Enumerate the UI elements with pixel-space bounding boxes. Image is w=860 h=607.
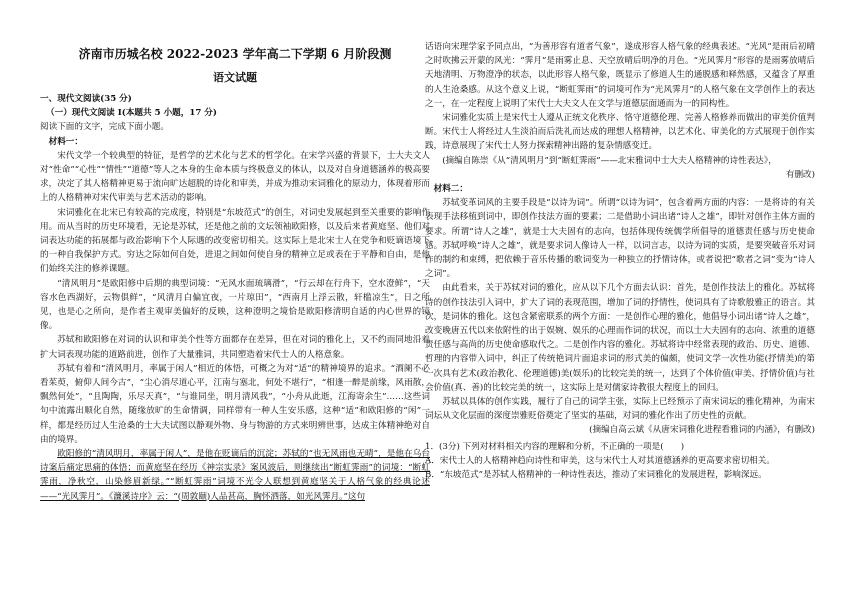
subsection-heading: （一）现代文阅读 I(本题共 5 小题，17 分) <box>46 108 217 119</box>
source-citation: (摘编自陈崇《从“清风明月”到“断虹霁雨”——北宋雅词中士大夫人格精神的诗性表达》， <box>442 155 777 166</box>
paragraph: 宋词雅化在北宋已有较高的完成度，特别是“东坡范式”的创生，对词史发展起到至关重要的影响作用。而从当时的历史环境看，无论是苏轼，还是他之前的文坛领袖欧阳修，以及后来者黄庭坚、他们对词表达功能的拓展都与政治影响下个人际遇的改变密切相关。这实际上是北宋士人在党争和贬谪语境下的一种自我保护方式。穷达之际如何自处，进退之间如何使自身的精神立足或表在于平静和自由，是他们始终关注的修养课题。 <box>40 207 430 275</box>
paragraph: 苏轼有着和“清风明月，率属于闲人”相近的体悟，可概之为对“适”的精神境界的追求。“酒阑不必看茱萸，俯仰人间今古”，“尘心消尽道心平，江南与塞北，何处不堪行”，“相逢一醉是前缘，风雨散，飘然何处”，“且陶陶，乐尽天真”，“与谁同坐，明月清风我”，“小舟从此逝，江海寄余生”……这些词句中流露出顺化自然，随缘放旷的生命情调，同样带有一种人生安乐感，这种“适”和欧阳修的“闲”一样，都是经历过人生沧桑的士大夫试图以静观外物、身与物游的方式来明辨世事，达成主体精神绝对自由的境界。 <box>40 363 430 445</box>
source-citation-end: 有删改) <box>785 169 815 180</box>
paragraph: “清风明月”是欧阳修中后期的典型词境：“无风水面琉璃滑”，“行云却在行舟下，空水澄鲜”，“天容水色西湖好，云物俱鲜”，“风清月白偏宜夜，一片琼田”，“西南月上浮云散，轩槛凉生”，日之所见，也是心之所向，是作者主观审美偏好的反映，这种澄明之境恰是欧阳修清明自适的内心世界的镜像。 <box>40 278 430 332</box>
paragraph: 话语向宋理学家予同点出，“为善形容有道者气象”，遂成形容人格气象的经典表述。“光风”是雨后初晴之时吹拂云开蒙的风光：“霁月”是雨雾止息、天空放晴后明净的月色。“光风霁月”形容的是雨雾放晴后天地清明、万物澄净的状态，以此形容人格气象，既显示了修道人生的通脱感和释然感，又蕴含了厚重的人生沧桑感。从这个意义上说，“断虹霁雨”的词境可作为“光风霁月”的人格气象在文学创作上的表达之一，在一定程度上说明了宋代士大夫文人在文学与道德层面通而为一的同构性。 <box>425 42 815 109</box>
paragraph: 宋词雅化实质上是宋代士人遵从正统文化秩序、恪守道德伦理、完善人格修养而做出的审美价值判断。宋代士人将经过人生淡泊而后洗礼而达成的理想人格精神，以艺术化、审美化的方式展现于创作实践，诗意展现了宋代士人努力探索精神出路的复杂情感变迁。 <box>425 113 815 152</box>
underlined-paragraph: 欧阳修的“清风明月，率属于闲人”，是他在贬谪后的沉淀；苏轼的“也无风雨也无晴”，是他在乌台诗案后痛定思痛的体悟；而黄庭坚在经历《神宗实录》案风波后，则继续出“断虹霁雨”的词境：“断虹霁雨，净秋空，山染修眉新绿。”“断虹霁雨”词境不光令人联想到黄庭坚关于人格气象的经典论述——“光风霁月”。《濂溪诗序》云：“(周敦颐)人品甚高，胸怀洒落，如光风霁月。”这句 <box>40 449 430 502</box>
paragraph: 苏轼和欧阳修在对词的认识和审美个性等方面都存在差异，但在对词的雅化上，又不约而同地沿着扩大词表现功能的道路前进，创作了大量雅词，共同塑造着宋代士人的人格意象。 <box>40 335 430 360</box>
paragraph: 由此看来，关于苏轼对词的雅化，应从以下几个方面去认识：首先，是创作技法上的雅化。苏轼将诗的创作技法引入词中，扩大了词的表现范围，增加了词的抒情性，使词具有了诗歌般雅正的语言。其次，是词体的雅化。这包含紧密联系的两个方面：一是创作心理的雅化，他倡导小词出诸“诗人之雄”，改变晚唐五代以来依附性的出于娱婉、娱乐的心理而作词的状况，而以士大夫固有的志向、浓重的道德责任感与高尚的历史使命感取代之。二是创作内容的雅化。苏轼将诗中经常表现的政治、历史、道德、哲理的内容带入词中，纠正了传统艳词片面追求词的形式美的偏颇，使词文学一次性功能(抒情美)的第一次具有艺术(政治教化、伦理道德)美(娱乐)的比较完美的统一，达到了个体价值(审美、抒情价值)与社会价值(真、善)的比较完美的统一，这实际上是对儒家诗教很大程度上的回归。 <box>425 283 815 393</box>
right-column <box>425 40 815 482</box>
paragraph: 苏轼以具体的创作实践，履行了自己的词学主张，实际上已经预示了南宋词坛的雅化精神，为南宋词坛从文化层面的深度崇雅贬俗奠定了坚实的基础，对词的雅化作出了历史性的贡献。 <box>425 397 815 422</box>
instruction-text: 阅读下面的文字，完成下面小题。 <box>40 122 169 133</box>
option-a: A．宋代士人的人格精神趋向诗性和审美，这与宋代士人对其道德涵养的更高要求密切相关。 <box>425 455 775 466</box>
paragraph: 苏轼变革词风的主要手段是“以诗为词”。所谓“以诗为词”，包含着两方面的内容：一是将诗的有关表现手法移植到词中，即创作技法方面的要素；二是借助小词出诸“诗人之雄”，即针对创作主体方面的要求。所谓“诗人之雄”，就是士大夫固有的志向，包括体现传统儒学所倡导的道德责任感与历史使命感。苏轼呼唤“诗人之雄”，就是要求词人像诗人一样，以词言志，以诗为词的实质，是要突破音乐对词作的制约和束缚，把依赖于音乐传播的歌词变为一种独立的抒情诗体，或者说把“歌者之词”变为“诗人之词”。 <box>425 198 815 280</box>
question-1: 1．(3分) 下列对材料相关内容的理解和分析，不正确的一项是( ) <box>425 441 685 452</box>
paragraph: 宋代文学一个较典型的特征，是哲学的艺术化与艺术的哲学化。在宋学兴盛的背景下，士大夫文人对“性命”“心性”“情性”“道德”等人之本身的生命本质与终极意义的体认，以及对自身道德涵养的极高要求，决定了其人格精神更易于流向旷达超脱的诗化和审美，并成为推动宋词雅化的原动力，体现着形而上的人格精神对宋代审美与艺术活动的影响。 <box>40 150 430 204</box>
material1-label: 材料一： <box>48 136 83 147</box>
section-heading: 一、现代文阅读(35 分) <box>40 94 132 104</box>
option-b: B．“东坡范式”是苏轼人格精神的一种诗性表达，推动了宋词雅化的发展进程，影响深远。 <box>425 470 767 481</box>
left-column <box>40 40 430 504</box>
source-citation: (摘编自高云斌《从唐宋词雅化进程看雅词的内涵》，有删改) <box>589 425 815 436</box>
material2-label: 材料二： <box>433 184 468 195</box>
exam-title: 济南市历城名校 2022-2023 学年高二下学期 6 月阶段测 <box>78 47 392 61</box>
exam-subtitle: 语文试题 <box>213 71 257 84</box>
